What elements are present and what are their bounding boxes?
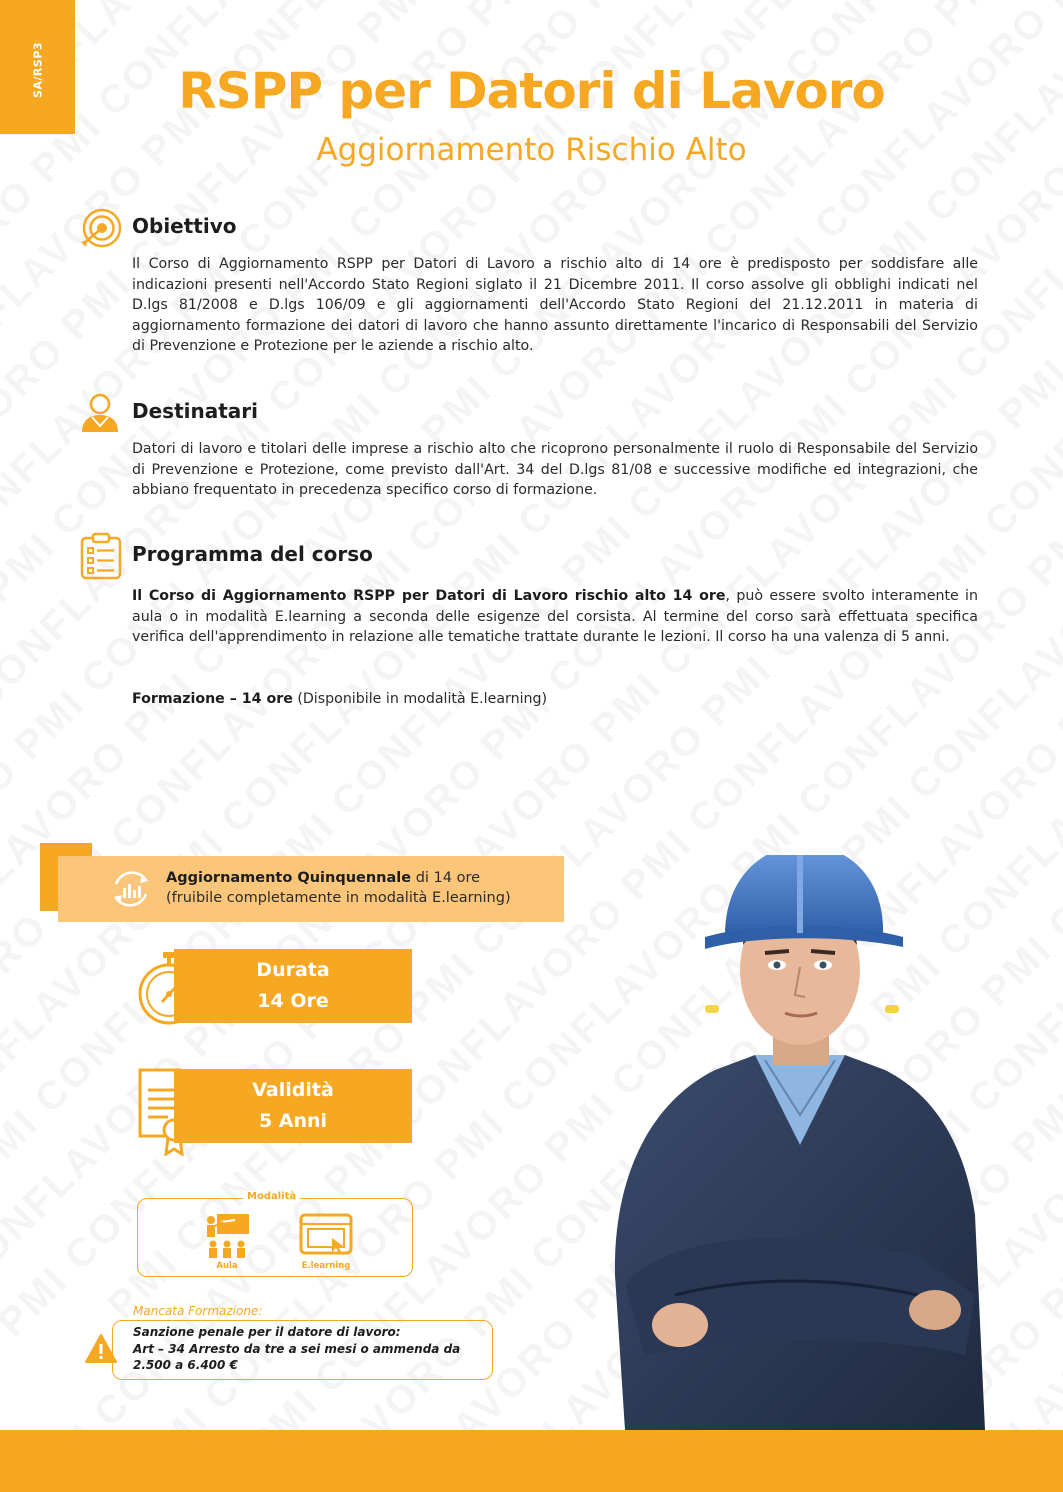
programma-rest-text: , può essere svolto interamente in aula o in modalità E.learning a seconda delle esigenze del corsista. Al termine del corso sarà effettuata specifica verifica dell'apprendimento in relazione alle tematiche trattate durante le lezioni. Il corso ha una valenza di 5 anni. — [132, 588, 978, 645]
sanzione-line-3: 2.500 a 6.400 € — [133, 1358, 238, 1372]
aggiornamento-line2: (fruibile completamente in modalità E.learning) — [166, 890, 511, 906]
modalita-elearning-label: E.learning — [301, 1261, 351, 1271]
section-text-programma — [132, 586, 978, 648]
validita-label: Validità — [252, 1079, 334, 1101]
page-title: RSPP per Datori di Lavoro — [178, 62, 885, 120]
document-code: SA/RSP3 — [31, 41, 45, 99]
sanzione-line-2: Art – 34 Arresto da tre a sei mesi o ammenda da — [133, 1341, 461, 1356]
aggiornamento-bold: Aggiornamento Quinquennale — [166, 870, 412, 886]
validita-box — [174, 1069, 412, 1143]
formazione-bold-text: Formazione – 14 ore — [132, 691, 293, 707]
validita-value: 5 Anni — [258, 1110, 328, 1132]
modalita-box — [137, 1198, 413, 1277]
section-text-destinatari: Datori di lavoro e titolari delle imprese a rischio alto che ricoprono personalmente il ruolo di Responsabile del Servizio di Prevenzione e Protezione, come previsto dall'Art. 34 del D.lgs 81/08 e successive modifiche ed integrazioni, che abbiano frequentato in precedenza specifico corso di formazione. — [132, 441, 978, 498]
section-text-obiettivo: Il Corso di Aggiornamento RSPP per Datori di Lavoro a rischio alto di 14 ore è predisposto per soddisfare alle indicazioni presenti nell'Accordo Stato Regioni siglato il 21 Dicembre 2011. Il corso assolve gli obblighi indicati nel D.lgs 81/2008 e D.lgs 106/09 e gli aggiornamenti dell'Accordo Stato Regioni del 21.12.2011 in materia di aggiornamento formazione dei datori di lavoro che hanno assunto direttamente l'incarico di Responsabili del Servizio di Prevenzione e Protezione per le aziende a rischio alto. — [132, 256, 978, 354]
footer-bar — [0, 1430, 1063, 1492]
aggiornamento-rest: di 14 ore — [411, 870, 481, 886]
worker-photo — [585, 855, 1063, 1430]
modalita-aula-label: Aula — [216, 1261, 238, 1271]
mancata-formazione-label: Mancata Formazione: — [133, 1304, 263, 1318]
refresh-chart-icon — [108, 866, 154, 912]
modalita-legend: Modalità — [243, 1191, 300, 1202]
sanzione-line-1: Sanzione penale per il datore di lavoro: — [133, 1325, 401, 1339]
page-subtitle: Aggiornamento Rischio Alto — [316, 132, 747, 168]
formazione-rest-text: (Disponibile in modalità E.learning) — [292, 691, 548, 707]
section-title-destinatari: Destinatari — [132, 399, 258, 423]
warning-icon — [84, 1332, 118, 1366]
target-icon — [78, 206, 122, 250]
sanzione-text — [133, 1324, 488, 1374]
aggiornamento-text — [166, 868, 558, 908]
checklist-icon — [80, 532, 122, 580]
programma-bold-text: Il Corso di Aggiornamento RSPP per Datori di Lavoro rischio alto 14 ore — [132, 588, 726, 604]
person-icon — [78, 390, 122, 434]
durata-value: 14 Ore — [257, 990, 329, 1012]
durata-label: Durata — [256, 959, 330, 981]
section-title-programma: Programma del corso — [132, 542, 373, 566]
durata-box — [174, 949, 412, 1023]
classroom-icon — [203, 1212, 251, 1260]
section-title-obiettivo: Obiettivo — [132, 214, 237, 238]
computer-icon — [298, 1212, 354, 1260]
formazione-line — [132, 689, 978, 710]
